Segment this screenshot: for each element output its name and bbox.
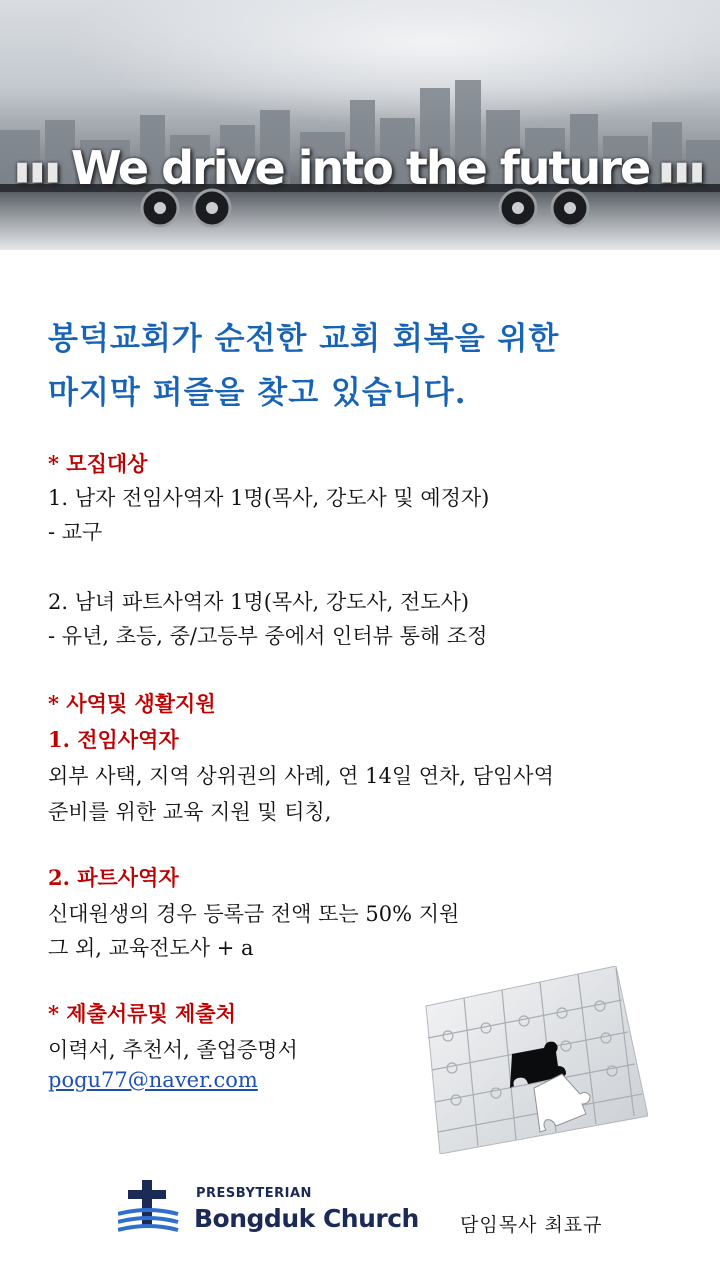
recruit-section-title: * 모집대상 — [48, 451, 148, 476]
recruit-item-1: 1. 남자 전임사역자 1명(목사, 강도사 및 예정자) — [48, 486, 490, 510]
support-parttime-line-1: 신대원생의 경우 등록금 전액 또는 50% 지원 — [48, 902, 460, 926]
slogan-text: We drive into the future — [70, 141, 650, 195]
recruit-item-1-detail: - 교구 — [48, 520, 103, 544]
support-parttime-title: 2. 파트사역자 — [48, 865, 179, 890]
documents-section-title: * 제출서류및 제출처 — [48, 1001, 236, 1026]
slogan-left-bars: ▮▮▮ — [14, 156, 71, 187]
support-fulltime-line-2: 준비를 위한 교육 지원 및 티칭, — [48, 800, 332, 824]
slogan-right-bars: ▮▮▮ — [649, 156, 706, 187]
support-fulltime-title: 1. 전임사역자 — [48, 727, 179, 752]
puzzle-image — [416, 966, 648, 1154]
recruit-item-2-detail: - 유년, 초등, 중/고등부 중에서 인터뷰 통해 조정 — [48, 624, 488, 648]
recruit-item-2: 2. 남녀 파트사역자 1명(목사, 강도사, 전도사) — [48, 590, 470, 614]
email-link[interactable]: pogu77@naver.com — [48, 1068, 258, 1092]
senior-pastor-name: 담임목사 최표규 — [460, 1214, 603, 1236]
documents-list: 이력서, 추천서, 졸업증명서 — [48, 1038, 298, 1062]
logo-church-name: Bongduk Church — [194, 1204, 419, 1233]
headline-line-2: 마지막 퍼즐을 찾고 있습니다. — [48, 375, 467, 411]
support-parttime-line-2: 그 외, 교육전도사 + a — [48, 936, 254, 960]
headline-line-1: 봉덕교회가 순전한 교회 회복을 위한 — [48, 321, 560, 357]
support-fulltime-line-1: 외부 사택, 지역 상위권의 사례, 연 14일 연차, 담임사역 — [48, 764, 554, 788]
support-section-title: * 사역및 생활지원 — [48, 691, 216, 716]
banner-slogan — [0, 138, 720, 198]
hero-banner — [0, 0, 720, 250]
logo-subtitle: PRESBYTERIAN — [196, 1186, 312, 1201]
headline — [48, 312, 688, 420]
